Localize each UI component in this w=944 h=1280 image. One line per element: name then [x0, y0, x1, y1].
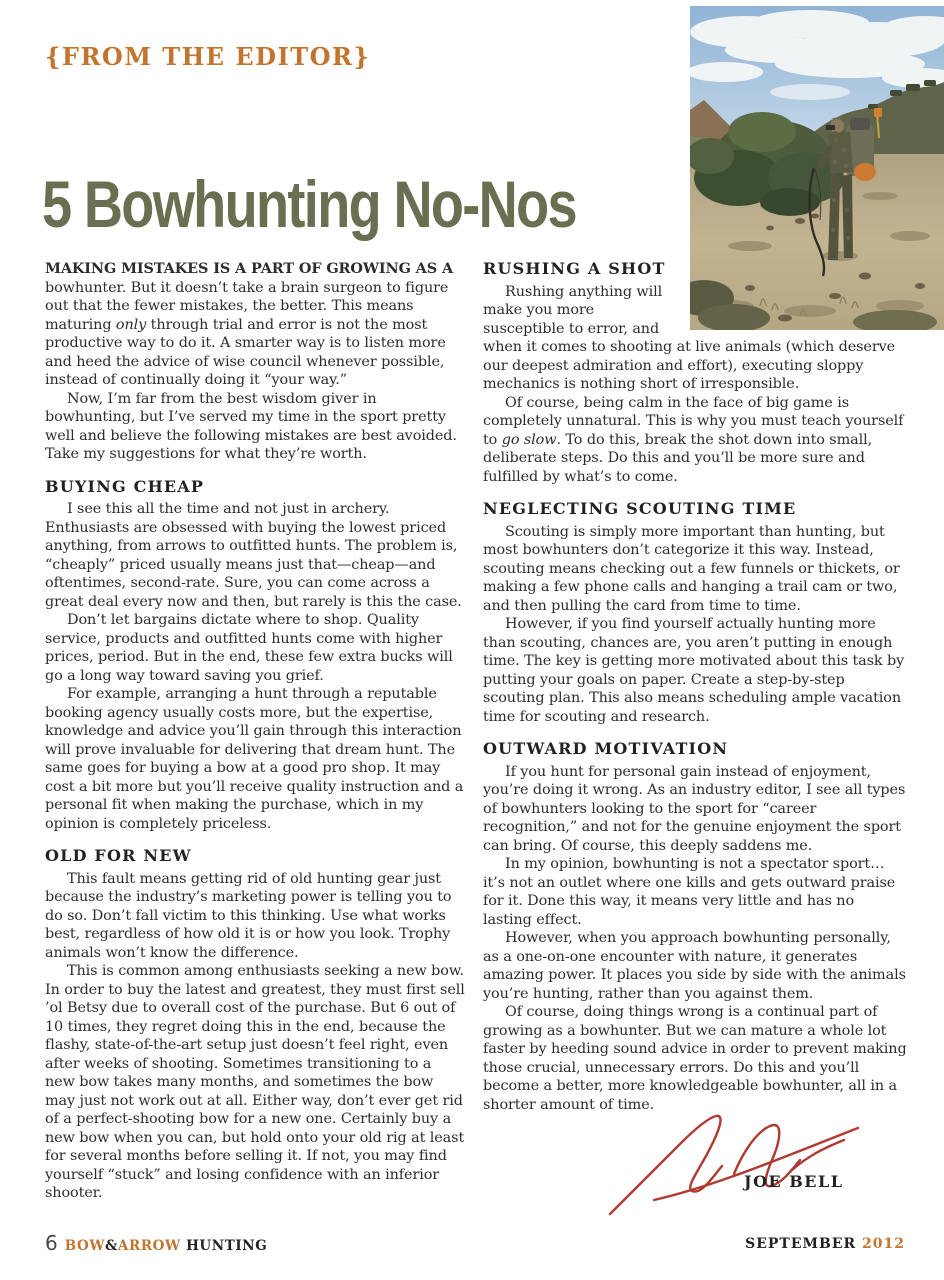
footer-left: [45, 1231, 267, 1255]
text-run: Now, I’m far from the best wisdom giver in bowhunting, but I’ve served my time in the sport pretty well and believe the following mistakes are best avoided. Take my suggestions for what they’re worth.: [45, 390, 457, 462]
text-run: 2012: [862, 1236, 905, 1252]
paragraph: [483, 763, 907, 856]
paragraph: [483, 1003, 907, 1114]
paragraph: [483, 523, 907, 616]
paragraph: [45, 390, 465, 464]
column-right-content: [483, 260, 907, 1114]
paragraph: [45, 962, 465, 1203]
text-run: Rushing anything will make you more susceptible to error, and when it comes to shooting at live animals (which deserve our deepest admiration and effort), executing sloppy mechanics is nothing short of irresponsible.: [483, 283, 896, 392]
section-heading: NEGLECTING SCOUTING TIME: [483, 499, 797, 518]
column-left-content: [45, 260, 465, 1203]
text-run: SEPTEMBER: [745, 1236, 863, 1252]
text-run: I see this all the time and not just in archery. Enthusiasts are obsessed with buying the lowest priced anything, from arrows to outfitted hunts. The problem is, “cheaply” priced usually means just that—cheap—and oftentimes, second-rate. Sure, you can come across a great deal every now and then, but rarely is this the case.: [45, 501, 462, 610]
section-heading: OLD FOR NEW: [45, 846, 192, 865]
text-run: MAKING MISTAKES IS A PART OF GROWING AS A: [45, 260, 454, 277]
magazine-brand: [65, 1238, 268, 1254]
signature-joe-bell: [596, 1104, 876, 1222]
text-run: In my opinion, bowhunting is not a spectator sport… it’s not an outlet where one kills and gets outward praise for it. Done this way, it means very little and has no lasting effect.: [483, 856, 896, 928]
article-headline: 5 Bowhunting No-Nos: [42, 167, 577, 241]
masthead: {FROM THE EDITOR}: [45, 42, 371, 71]
page-number: 6: [45, 1231, 58, 1255]
text-run: Don’t let bargains dictate where to shop. Quality service, products and outfitted hunts come with higher prices, period. But in the end, these few extra bucks will go a long way toward saving you grief.: [45, 612, 453, 684]
paragraph: [45, 870, 465, 963]
text-run: bowhunter. But it doesn’t take a brain surgeon to figure out that the fewer mistakes, the better. This means maturing: [45, 279, 449, 333]
text-run: BOW: [64, 1238, 106, 1254]
text-run: only: [115, 316, 147, 333]
text-run: through trial and error is not the most productive way to do it. A smarter way is to listen more and heed the advice of wise council whenever possible, instead of continually doing it “your way.”: [45, 316, 446, 388]
text-run: Of course, being calm in the face of big game is completely unnatural. This is why you must teach yourself to: [483, 394, 904, 448]
text-run: Of course, doing things wrong is a continual part of growing as a bowhunter. But we can mature a whole lot faster by heeding sound advice in order to prevent making those crucial, unnecessary errors. Do this and you’ll become a better, more knowledgeable bowhunter, all in a shorter amount of time.: [483, 1004, 907, 1113]
paragraph: [45, 260, 465, 390]
section-heading: BUYING CHEAP: [45, 476, 205, 496]
byline: JOE BELL: [744, 1172, 844, 1191]
section-heading: RUSHING A SHOT: [483, 259, 666, 278]
text-run: go slow: [501, 431, 557, 448]
paragraph: [483, 929, 907, 1003]
text-run: ARROW: [117, 1238, 181, 1254]
paragraph: [45, 611, 465, 685]
text-run: This fault means getting rid of old hunting gear just because the industry’s marketing power is telling you to do so. Don’t fall victim to this thinking. Use what works best, regardless of how old it is or how you look. Trophy animals won’t know the difference.: [45, 870, 452, 961]
column-right: [483, 260, 907, 1114]
text-run: &: [105, 1238, 118, 1254]
paragraph: [45, 500, 465, 611]
footer-issue-date: [745, 1236, 905, 1252]
photo-wrap-spacer: [679, 260, 907, 330]
text-run: If you hunt for personal gain instead of enjoyment, you’re doing it wrong. As an industry editor, I see all types of bowhunters looking to the sport for “career recognition,” and not for the genuine enjoyment the sport can bring. Of course, this deeply saddens me.: [483, 763, 906, 854]
text-run: . To do this, break the shot down into small, deliberate steps. Do this and you’ll be more sure and fulfilled by what’s to come.: [483, 431, 873, 485]
column-left: [45, 260, 465, 1203]
text-run: HUNTING: [180, 1238, 268, 1254]
paragraph: [483, 615, 907, 726]
text-run: Scouting is simply more important than hunting, but most bowhunters don’t categorize it this way. Instead, scouting means checking out a few funnels or thickets, or making a few phone calls and hanging a trail cam or two, and then pulling the card from time to time.: [483, 523, 900, 614]
text-run: However, when you approach bowhunting personally, as a one-on-one encounter with nature, it generates amazing power. It places you side by side with the animals you’re hunting, rather than you against them.: [483, 930, 906, 1002]
paragraph: [483, 855, 907, 929]
text-run: However, if you find yourself actually hunting more than scouting, chances are, you aren’t putting in enough time. The key is getting more motivated about this task by putting your goals on paper. Create a step-by-step scouting plan. This also means scheduling ample vacation time for scouting and research.: [483, 616, 905, 725]
paragraph: [45, 685, 465, 833]
paragraph: [483, 394, 907, 487]
section-heading: OUTWARD MOTIVATION: [483, 739, 729, 758]
text-run: For example, arranging a hunt through a reputable booking agency usually costs more, but the expertise, knowledge and advice you’ll gain through this interaction will prove invaluable for delivering that dream hunt. The same goes for buying a bow at a good pro shop. It may cost a bit more but you’ll receive quality instruction and a personal fit when making the purchase, which in my opinion is completely priceless.: [45, 686, 464, 832]
text-run: This is common among enthusiasts seeking a new bow. In order to buy the latest and greatest, they must first sell ’ol Betsy due to overall cost of the purchase. But 6 out of 10 times, they regret doing this in the end, because the flashy, state-of-the-art setup just doesn’t feel right, even after weeks of shooting. Sometimes transitioning to a new bow takes many months, and sometimes the bow may just not work out at all. Either way, don’t ever get rid of a perfect-shooting bow for a new one. Certainly buy a new bow when you can, but hold onto your old rig at least for several months before selling it. If not, you may find yourself “stuck” and losing confidence with an inferior shooter.: [45, 963, 465, 1201]
